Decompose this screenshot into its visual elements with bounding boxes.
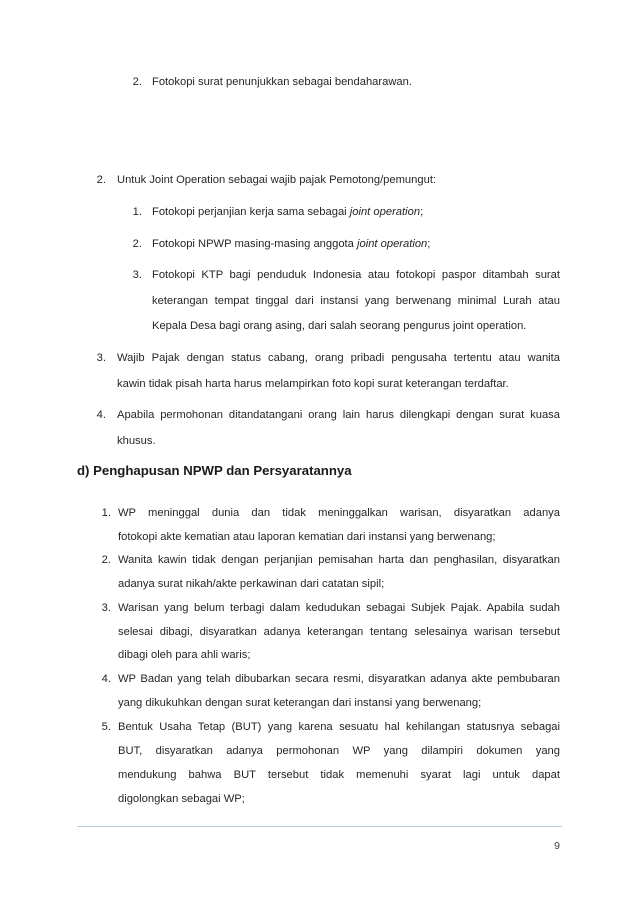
list-item-text: Wajib Pajak dengan status cabang, orang pribadi pengusaha tertentu atau wanita xyxy=(117,352,560,364)
list-number: 2. xyxy=(101,554,111,566)
list-number: 4. xyxy=(101,673,111,685)
list-item-text: khusus. xyxy=(117,435,156,447)
page-number: 9 xyxy=(554,840,560,852)
list-number: 5. xyxy=(101,721,111,733)
list-number: 3. xyxy=(96,352,106,364)
list-number: 3. xyxy=(101,602,111,614)
list-item-text: Warisan yang belum terbagi dalam kedudukan sebagai Subjek Pajak. Apabila sudah xyxy=(118,602,560,614)
list-number: 2. xyxy=(132,76,142,88)
list-number: 4. xyxy=(96,409,106,421)
list-number: 2. xyxy=(96,174,106,186)
list-item-text: Bentuk Usaha Tetap (BUT) yang karena sesuatu hal kehilangan statusnya sebagai xyxy=(118,721,560,733)
sublist-item-text: keterangan tempat tinggal dari instansi yang berwenang minimal Lurah atau xyxy=(152,295,560,307)
list-item-text: BUT, disyaratkan adanya permohonan WP yang dilampiri dokumen yang xyxy=(118,745,560,757)
list-item-text: WP meninggal dunia dan tidak meninggalkan warisan, disyaratkan adanya xyxy=(118,507,560,519)
list-item-text: Wanita kawin tidak dengan perjanjian pemisahan harta dan penghasilan, disyaratkan xyxy=(118,554,560,566)
emphasis: joint operation xyxy=(349,206,421,218)
list-item-text: kawin tidak pisah harta harus melampirkan foto kopi surat keterangan terdaftar. xyxy=(117,378,509,390)
list-item-text: mendukung bahwa BUT tersebut tidak memenuhi syarat lagi untuk dapat xyxy=(118,769,560,781)
sublist-item-text: Fotokopi perjanjian kerja sama sebagai joint operation; xyxy=(152,206,424,218)
sublist-number: 2. xyxy=(132,238,142,250)
list-item-text: Fotokopi surat penunjukkan sebagai bendaharawan. xyxy=(152,76,412,88)
list-item-text: Apabila permohonan ditandatangani orang lain harus dilengkapi dengan surat kuasa xyxy=(117,409,560,421)
list-item-text: Untuk Joint Operation sebagai wajib pajak Pemotong/pemungut: xyxy=(117,174,437,186)
sublist-number: 1. xyxy=(132,206,142,218)
list-item-text: dibagi oleh para ahli waris; xyxy=(118,649,251,661)
list-item-text: fotokopi akte kematian atau laporan kematian dari instansi yang berwenang; xyxy=(118,531,496,543)
list-item-text: WP Badan yang telah dibubarkan secara resmi, disyaratkan adanya akte pembubaran xyxy=(118,673,560,685)
sublist-item-text: Kepala Desa bagi orang asing, dari salah seorang pengurus joint operation. xyxy=(152,320,527,332)
sublist-item-text: Fotokopi NPWP masing-masing anggota joint operation; xyxy=(152,238,431,250)
section-heading: d) Penghapusan NPWP dan Persyaratannya xyxy=(77,463,352,478)
list-number: 1. xyxy=(101,507,111,519)
emphasis: joint operation xyxy=(357,238,428,250)
sublist-number: 3. xyxy=(132,269,142,281)
list-item-text: adanya surat nikah/akte perkawinan dari catatan sipil; xyxy=(118,578,385,590)
list-item-text: digolongkan sebagai WP; xyxy=(118,793,245,805)
sublist-item-text: Fotokopi KTP bagi penduduk Indonesia atau fotokopi paspor ditambah surat xyxy=(152,269,560,281)
list-item-text: selesai dibagi, disyaratkan adanya keterangan tentang selesainya warisan tersebut xyxy=(118,626,560,638)
footer-divider xyxy=(77,826,562,827)
list-item-text: yang dikukuhkan dengan surat keterangan dari instansi yang berwenang; xyxy=(118,697,482,709)
